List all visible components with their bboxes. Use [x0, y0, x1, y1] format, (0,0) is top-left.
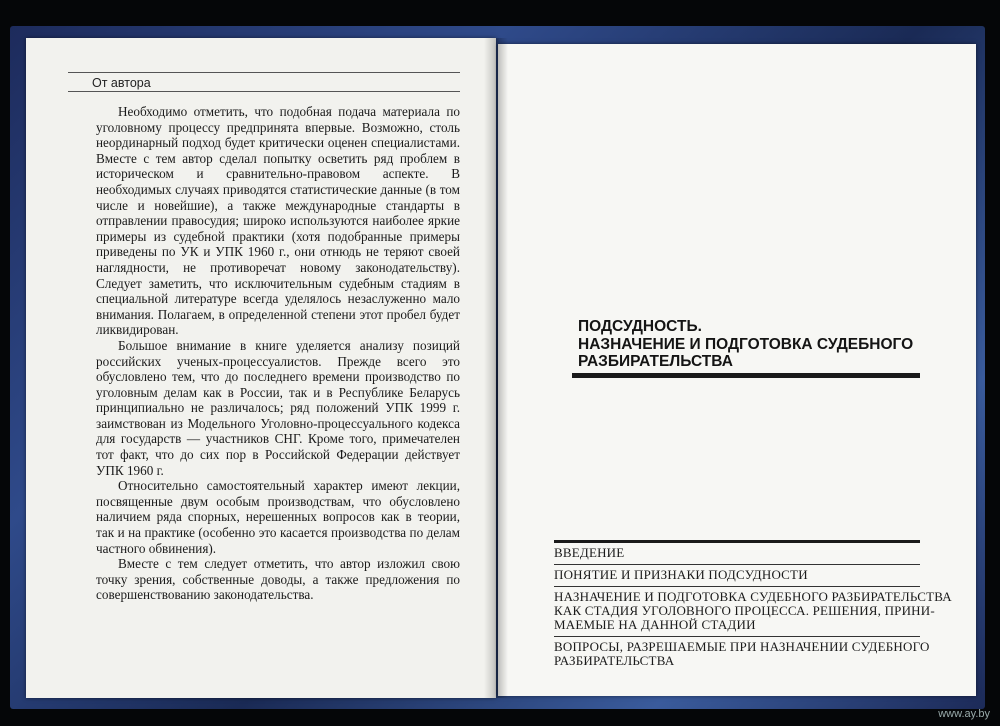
toc-line: ПОНЯТИЕ И ПРИЗНАКИ ПОДСУДНОСТИ	[554, 567, 808, 582]
left-page-body	[96, 104, 460, 603]
running-head	[68, 72, 460, 92]
book-gutter	[484, 38, 508, 698]
paragraph: Большое внимание в книге уделяется анализу позиций российских ученых-процессуалистов. Прежде всего это обусловлено тем, что до последнего времени производство по уголовным делам как в России, так и в Республике Беларусь принципиально не различалось; ряд положений УПК 1999 г. заимствован из Модельного Уголовно-процессуального кодекса для государств — участников СНГ. Кроме того, примечателен тот факт, что до сих пор в Российской Федерации действует УПК 1960 г.	[96, 337, 460, 478]
toc-line: РАЗБИРАТЕЛЬСТВА	[554, 653, 675, 668]
paragraph: Необходимо отметить, что подобная подача материала по уголовному процессу предпринята впервые. Возможно, столь неординарный подход будет критически оценен специалистами. Вместе с тем автор сделал попытку осветить ряд проблем в историческом и сравнительно-правовом аспекте. В необходимых случаях приводятся статистические данные (в том числе и новейшие), а также международные стандарты в отправлении правосудия; широко используются наиболее яркие примеры из судебной практики (хотя подобранные примеры приведены по УК и УПК 1960 г., они отнюдь не теряют своей наглядности, не противоречат новому законодательству). Следует заметить, что исключительным судебным стадиям в специальной литературе всегда уделялось незаслуженно мало внимания. Полагаем, в определенной степени этот пробел будет ликвидирован.	[96, 104, 460, 338]
chapter-title	[578, 318, 923, 371]
toc-line: ВВЕДЕНИЕ	[554, 545, 625, 560]
chapter-title-line: НАЗНАЧЕНИЕ И ПОДГОТОВКА СУДЕБНОГО	[578, 335, 914, 353]
chapter-title-line: ПОДСУДНОСТЬ.	[578, 318, 702, 335]
watermark: www.ay.by	[938, 708, 990, 720]
chapter-contents	[554, 540, 952, 672]
toc-line: ВОПРОСЫ, РАЗРЕШАЕМЫЕ ПРИ НАЗНАЧЕНИИ СУДЕБНОГО	[554, 639, 930, 654]
title-rule	[572, 373, 920, 378]
toc-line: НАЗНАЧЕНИЕ И ПОДГОТОВКА СУДЕБНОГО РАЗБИРАТЕЛЬСТВА	[554, 589, 952, 604]
toc-line: КАК СТАДИЯ УГОЛОВНОГО ПРОЦЕССА. РЕШЕНИЯ, ПРИНИ-	[554, 603, 935, 618]
toc-item-questions	[554, 636, 930, 672]
toc-item-trial-preparation	[554, 586, 952, 636]
paragraph: Вместе с тем следует отметить, что автор изложил свою точку зрения, собственные доводы, а также предложения по совершенствованию законодательства.	[96, 556, 460, 603]
toc-item-introduction	[554, 540, 920, 564]
toc-item-jurisdiction	[554, 564, 920, 586]
running-head-text: От автора	[92, 76, 151, 90]
paragraph: Относительно самостоятельный характер имеют лекции, посвященные двум особым производствам, что обусловлено наличием ряда спорных, нерешенных вопросов как в теории, так и на практике (особенно это касается производства по делам частного обвинения).	[96, 478, 460, 556]
chapter-title-line: РАЗБИРАТЕЛЬСТВА	[578, 353, 733, 370]
toc-line: МАЕМЫЕ НА ДАННОЙ СТАДИИ	[554, 617, 756, 632]
